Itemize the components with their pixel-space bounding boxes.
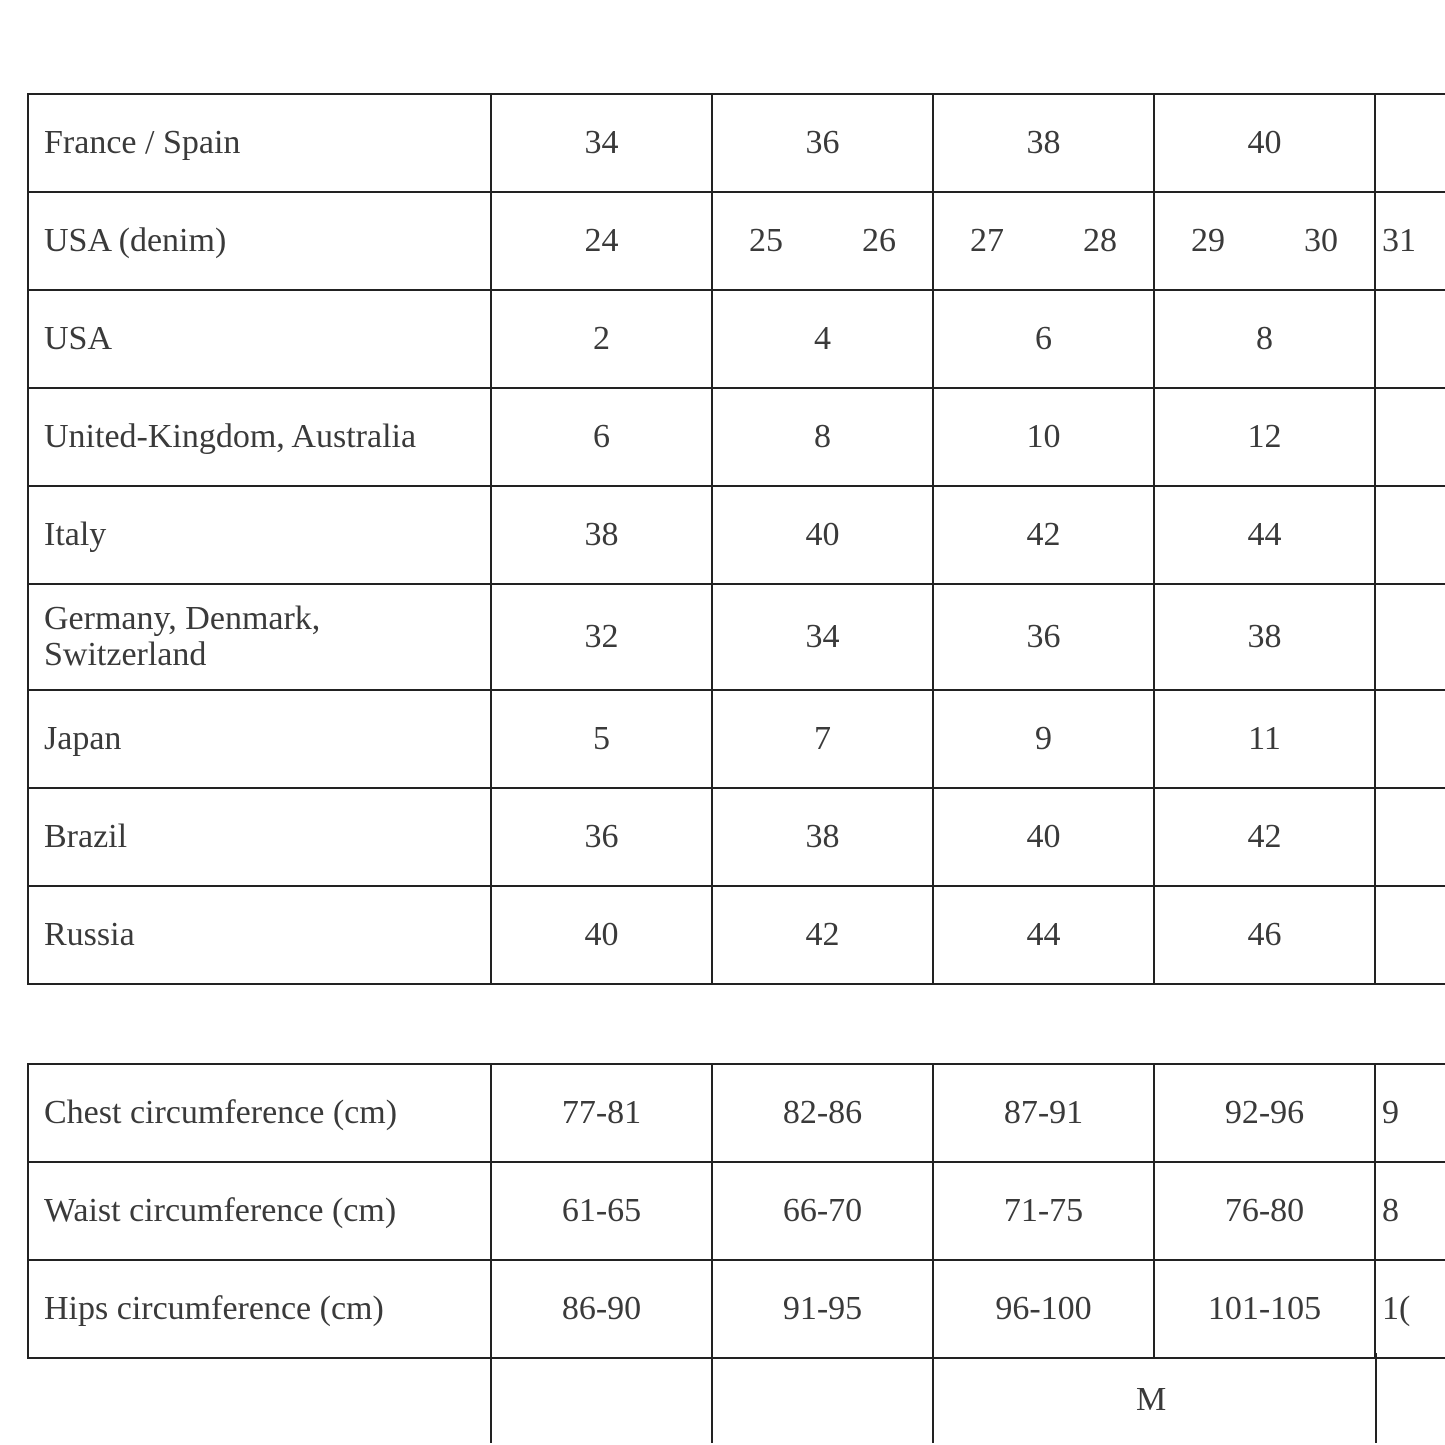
cell-value: 26 xyxy=(862,222,896,260)
row-label-line: Germany, Denmark, xyxy=(44,600,321,638)
table-row xyxy=(29,291,1445,389)
table-cell: 38 xyxy=(1155,585,1376,689)
table-cell: 77-81 xyxy=(492,1065,713,1161)
table-row xyxy=(29,789,1445,887)
table-cell: 8 xyxy=(713,389,934,485)
table-cell: 36 xyxy=(492,789,713,885)
table-cell: 40 xyxy=(713,487,934,583)
row-label: USA (denim) xyxy=(29,193,492,289)
cell-value: 25 xyxy=(749,222,783,260)
table-row xyxy=(29,1065,1445,1163)
measurements-table xyxy=(27,1063,1445,1359)
table-cell: 7 xyxy=(713,691,934,787)
table-cell xyxy=(934,193,1155,289)
table-cell: 44 xyxy=(1155,487,1376,583)
row-label: Italy xyxy=(29,487,492,583)
row-label: Hips circumference (cm) xyxy=(29,1261,492,1357)
column-divider xyxy=(490,1353,492,1443)
table-cell xyxy=(1376,95,1445,191)
table-cell: 101-105 xyxy=(1155,1261,1376,1357)
table-cell: 91-95 xyxy=(713,1261,934,1357)
table-cell: 4 xyxy=(713,291,934,387)
table-cell xyxy=(1376,691,1445,787)
table-cell: 44 xyxy=(934,887,1155,983)
row-label: Russia xyxy=(29,887,492,983)
table-cell: 38 xyxy=(492,487,713,583)
row-label: United-Kingdom, Australia xyxy=(29,389,492,485)
table-cell: 42 xyxy=(1155,789,1376,885)
table-cell: 12 xyxy=(1155,389,1376,485)
table-cell: 38 xyxy=(713,789,934,885)
table-row xyxy=(29,193,1445,291)
table-cell: 24 xyxy=(492,193,713,289)
table-cell: 86-90 xyxy=(492,1261,713,1357)
table-cell: 82-86 xyxy=(713,1065,934,1161)
table-row xyxy=(29,1163,1445,1261)
table-row xyxy=(29,887,1445,985)
row-label: Brazil xyxy=(29,789,492,885)
table-cell: 71-75 xyxy=(934,1163,1155,1259)
table-cell: 46 xyxy=(1155,887,1376,983)
table-row xyxy=(29,95,1445,193)
table-cell xyxy=(1155,193,1376,289)
table-cell: 36 xyxy=(713,95,934,191)
table-row xyxy=(29,389,1445,487)
table-cell: 42 xyxy=(713,887,934,983)
table-cell: 87-91 xyxy=(934,1065,1155,1161)
cell-value: 30 xyxy=(1304,222,1338,260)
cell-value: 27 xyxy=(970,222,1004,260)
table-cell: 2 xyxy=(492,291,713,387)
row-label: Waist circumference (cm) xyxy=(29,1163,492,1259)
table-cell: 66-70 xyxy=(713,1163,934,1259)
table-cell: 40 xyxy=(492,887,713,983)
size-letter-label: M xyxy=(1136,1381,1167,1418)
table-cell: 11 xyxy=(1155,691,1376,787)
row-label: Chest circumference (cm) xyxy=(29,1065,492,1161)
table-row xyxy=(29,1261,1445,1359)
table-row xyxy=(29,585,1445,691)
table-cell: 40 xyxy=(934,789,1155,885)
table-cell xyxy=(1376,789,1445,885)
table-cell: 8 xyxy=(1155,291,1376,387)
table-cell: 36 xyxy=(934,585,1155,689)
table-cell: 96-100 xyxy=(934,1261,1155,1357)
table-cell xyxy=(1376,389,1445,485)
column-divider xyxy=(711,1353,713,1443)
table-cell: 9 xyxy=(934,691,1155,787)
table-cell: 31 xyxy=(1376,193,1445,289)
row-label xyxy=(29,585,492,689)
table-cell: 61-65 xyxy=(492,1163,713,1259)
table-cell: 92-96 xyxy=(1155,1065,1376,1161)
table-cell xyxy=(1376,887,1445,983)
table-cell xyxy=(1376,291,1445,387)
table-cell: 34 xyxy=(713,585,934,689)
cell-value: 29 xyxy=(1191,222,1225,260)
table-cell xyxy=(713,193,934,289)
table-row xyxy=(29,487,1445,585)
table-cell xyxy=(1376,585,1445,689)
row-label-line: Switzerland xyxy=(44,636,207,673)
table-cell: 6 xyxy=(934,291,1155,387)
column-divider xyxy=(932,1353,934,1443)
cell-value: 28 xyxy=(1083,222,1117,260)
row-label: Japan xyxy=(29,691,492,787)
table-cell: 42 xyxy=(934,487,1155,583)
table-cell: 32 xyxy=(492,585,713,689)
row-label: USA xyxy=(29,291,492,387)
size-letter-row xyxy=(0,1353,1445,1445)
row-label: France / Spain xyxy=(29,95,492,191)
size-conversion-table xyxy=(27,93,1445,985)
table-cell: 76-80 xyxy=(1155,1163,1376,1259)
table-cell: 1( xyxy=(1376,1261,1445,1357)
table-cell: 9 xyxy=(1376,1065,1445,1161)
table-cell: 40 xyxy=(1155,95,1376,191)
table-cell: 10 xyxy=(934,389,1155,485)
table-cell xyxy=(1376,487,1445,583)
table-cell: 6 xyxy=(492,389,713,485)
column-divider xyxy=(1375,1353,1377,1443)
table-row xyxy=(29,691,1445,789)
table-cell: 8 xyxy=(1376,1163,1445,1259)
table-cell: 34 xyxy=(492,95,713,191)
table-cell: 38 xyxy=(934,95,1155,191)
table-cell: 5 xyxy=(492,691,713,787)
